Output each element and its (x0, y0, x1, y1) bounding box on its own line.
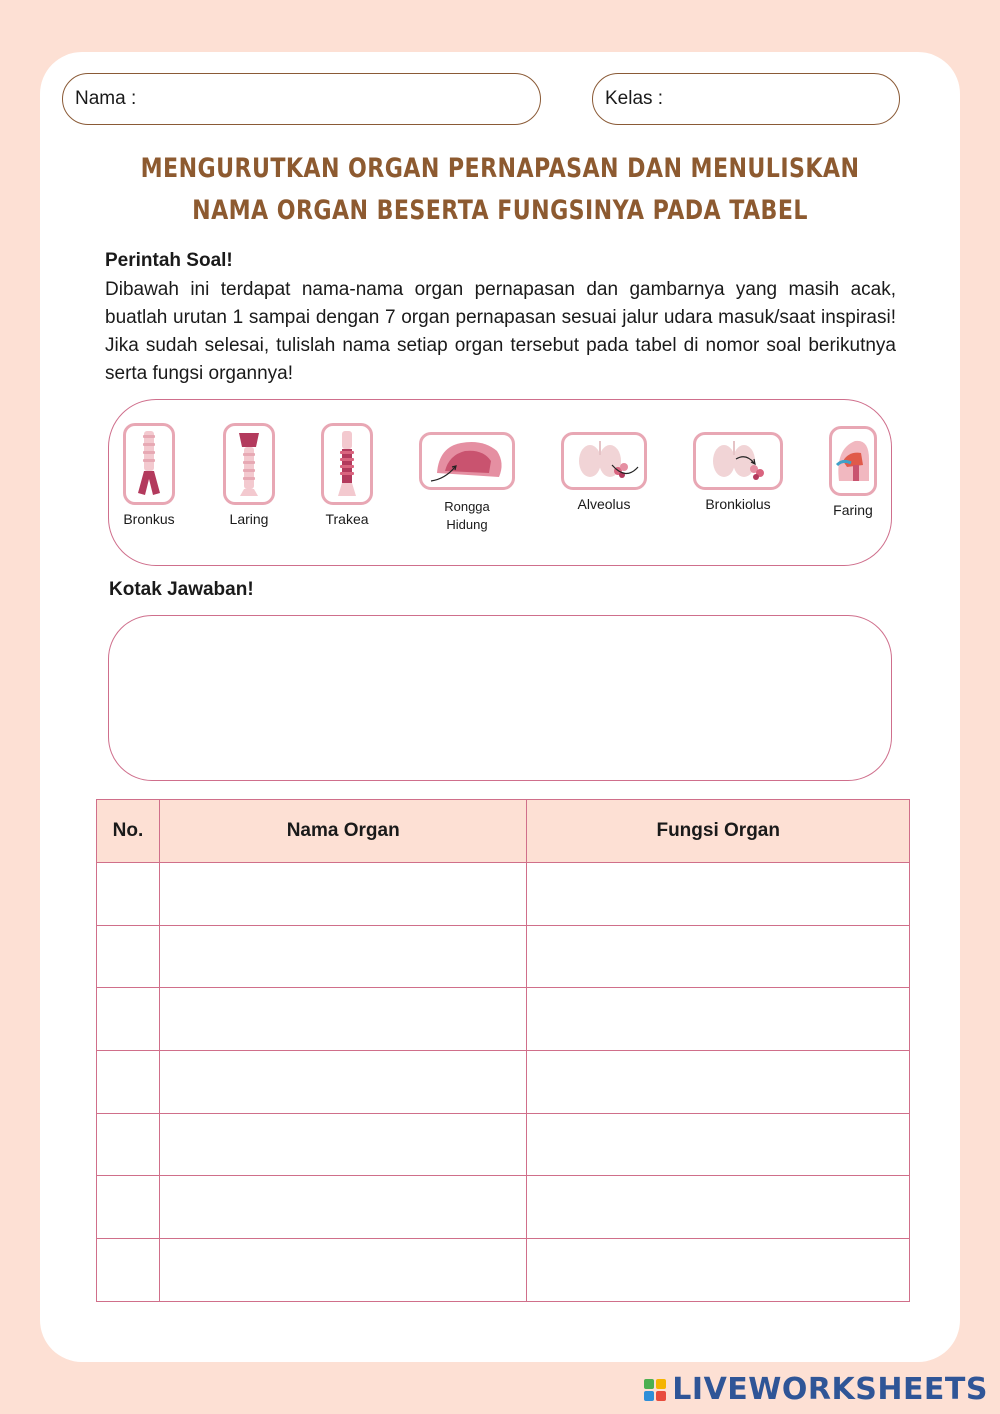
organ-name-input[interactable] (160, 926, 527, 988)
name-input[interactable] (136, 74, 540, 124)
larynx-icon (223, 423, 275, 505)
column-header-organ-function: Fungsi Organ (527, 800, 910, 863)
organ-name-input[interactable] (160, 1114, 527, 1176)
no-cell[interactable] (97, 1176, 160, 1239)
no-cell[interactable] (97, 988, 160, 1051)
organ-function-input[interactable] (527, 1114, 909, 1176)
organ-function-cell[interactable] (527, 1176, 910, 1239)
table-row (97, 1239, 910, 1302)
column-header-organ-name: Nama Organ (159, 800, 527, 863)
no-cell[interactable] (97, 1051, 160, 1114)
no-input[interactable] (97, 1114, 159, 1176)
organ-function-input[interactable] (527, 926, 909, 988)
organ-name-input[interactable] (160, 988, 527, 1050)
pharynx-icon (829, 426, 877, 496)
nasal-cavity-icon (419, 432, 515, 490)
organ-label-bronkus: Bronkus (123, 511, 175, 527)
table-row (97, 1113, 910, 1176)
answer-heading: Kotak Jawaban! (109, 579, 254, 600)
no-cell[interactable] (97, 1113, 160, 1176)
table-row (97, 863, 910, 926)
name-field[interactable] (62, 73, 541, 125)
organ-card-bronkus[interactable] (120, 423, 178, 527)
organ-function-input[interactable] (527, 1239, 909, 1301)
organ-function-cell[interactable] (527, 925, 910, 988)
organ-card-alveolus[interactable] (560, 432, 648, 512)
no-input[interactable] (97, 926, 159, 988)
no-input[interactable] (97, 1239, 159, 1301)
no-input[interactable] (97, 1176, 159, 1238)
no-cell[interactable] (97, 925, 160, 988)
logo-wordmark: LIVEWORKSHEETS (672, 1372, 988, 1407)
organ-function-input[interactable] (527, 863, 909, 925)
organ-function-input[interactable] (527, 1051, 909, 1113)
class-label: Kelas : (605, 88, 664, 109)
logo-blocks-icon (644, 1379, 666, 1401)
organ-name-cell[interactable] (159, 1051, 527, 1114)
no-input[interactable] (97, 988, 159, 1050)
organ-name-cell[interactable] (159, 863, 527, 926)
organ-label-laring: Laring (229, 511, 269, 527)
organ-label-alveolus: Alveolus (577, 496, 631, 512)
organ-function-cell[interactable] (527, 1051, 910, 1114)
table-row (97, 988, 910, 1051)
column-header-no: No. (97, 800, 160, 863)
name-label: Nama : (75, 88, 137, 109)
bronchiole-icon (693, 432, 783, 490)
table-header-row (97, 800, 910, 863)
instruction-text: Dibawah ini terdapat nama-nama organ pernapasan dan gambarnya yang masih acak, buatlah urutan 1 sampai dengan 7 organ pernapasan sesuai jalur udara masuk/saat inspirasi! Jika sudah selesai, tulislah nama setiap organ tersebut pada tabel di nomor soal berikutnya serta fungsi organnya! (105, 279, 896, 384)
organ-function-input[interactable] (527, 988, 909, 1050)
organ-name-cell[interactable] (159, 1176, 527, 1239)
instruction-heading: Perintah Soal! (105, 250, 233, 271)
organ-label-rongga-hidung: Rongga Hidung (444, 499, 490, 532)
liveworksheets-logo (644, 1372, 988, 1407)
organ-label-trakea: Trakea (325, 511, 369, 527)
answer-table (96, 799, 910, 1302)
alveolus-icon (561, 432, 647, 490)
organ-name-input[interactable] (160, 863, 527, 925)
no-cell[interactable] (97, 863, 160, 926)
page-title (90, 148, 910, 232)
trachea-icon (321, 423, 373, 505)
organ-function-cell[interactable] (527, 1113, 910, 1176)
organ-card-bronkiolus[interactable] (692, 432, 784, 512)
no-cell[interactable] (97, 1239, 160, 1302)
organ-card-laring[interactable] (220, 423, 278, 527)
bronchus-icon (123, 423, 175, 505)
table-row (97, 1176, 910, 1239)
organ-name-cell[interactable] (159, 925, 527, 988)
organ-name-input[interactable] (160, 1051, 527, 1113)
organ-function-cell[interactable] (527, 863, 910, 926)
title-line-1: MENGURUTKAN ORGAN PERNAPASAN DAN MENULISKAN (140, 153, 860, 184)
organ-card-rongga-hidung[interactable] (418, 432, 516, 534)
organ-name-cell[interactable] (159, 1239, 527, 1302)
organ-card-trakea[interactable] (318, 423, 376, 527)
organ-name-cell[interactable] (159, 1113, 527, 1176)
table-row (97, 925, 910, 988)
organ-function-cell[interactable] (527, 988, 910, 1051)
title-line-2: NAMA ORGAN BESERTA FUNGSINYA PADA TABEL (192, 195, 808, 226)
organ-name-input[interactable] (160, 1239, 527, 1301)
table-row (97, 1051, 910, 1114)
class-input[interactable] (663, 74, 901, 124)
no-input[interactable] (97, 863, 159, 925)
organ-name-input[interactable] (160, 1176, 527, 1238)
class-field[interactable] (592, 73, 900, 125)
organ-name-cell[interactable] (159, 988, 527, 1051)
no-input[interactable] (97, 1051, 159, 1113)
organ-label-faring: Faring (833, 502, 873, 518)
organ-card-faring[interactable] (826, 426, 880, 518)
organ-function-input[interactable] (527, 1176, 909, 1238)
organ-function-cell[interactable] (527, 1239, 910, 1302)
answer-drop-box[interactable] (108, 615, 892, 781)
organ-label-bronkiolus: Bronkiolus (705, 496, 771, 512)
